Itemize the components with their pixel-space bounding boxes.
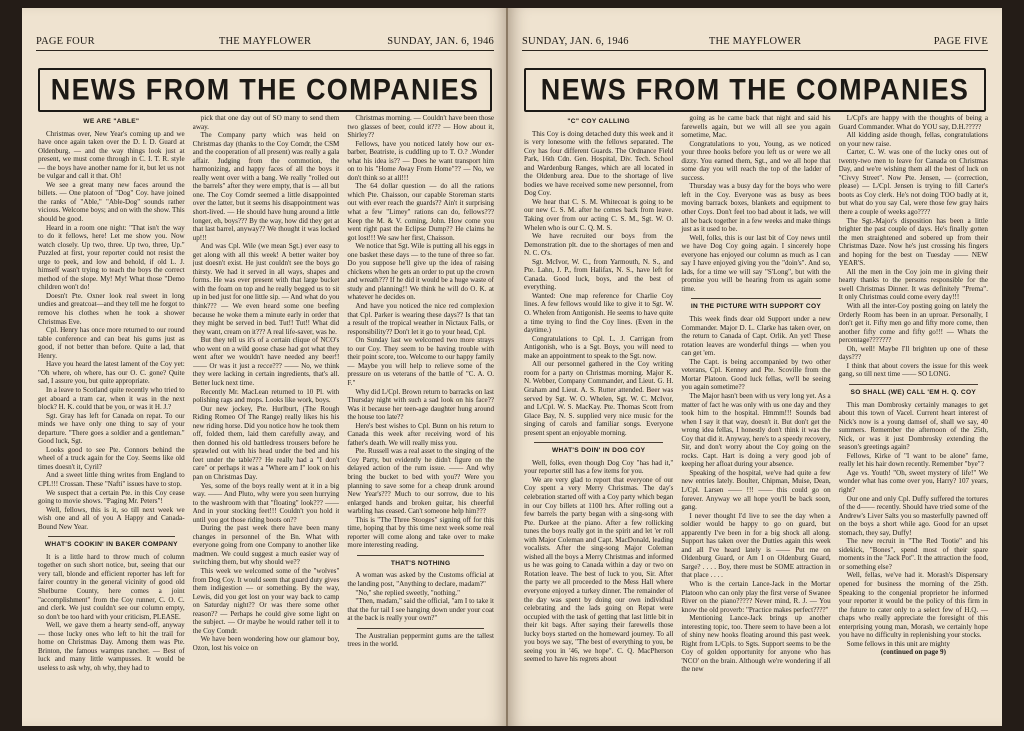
paragraph: We have recruited our boys from the Demonstration plt. due to the shortages of men and N. C. O's.: [524, 232, 674, 258]
divider: [357, 555, 484, 556]
paragraph: pick that one day out of SO many to send them away.: [192, 114, 340, 131]
paragraph: Cpl. Henry has once more returned to our round table conference and can beat his gums just as good, if not better than before. Quite a lad, that Henry.: [38, 326, 185, 360]
column-2: [193, 114, 340, 712]
paragraph: Yes, some of the boys really went at it in a big way. —— And Pluto, why were you seen hurrying to the washroom with that "floating" look??? —— And in your stocking feet!!! Couldn't you hold it until you got those riding boots on??: [192, 481, 340, 524]
article-heading: WHAT'S COOKIN' IN BAKER COMPANY: [44, 541, 178, 549]
paragraph: Congratulations to Cpl. L. J. Carrigan from Antigonish, who is a Sgt. Boys, you will need to make an appointment to speak to the Sgt. now.: [524, 334, 674, 360]
article-heading: WE ARE "ABLE": [83, 118, 140, 125]
paragraph: The Australian peppermint gums are the tallest trees in the world.: [347, 631, 495, 649]
paragraph: Fellows, Kirke of "I want to be alone" fame, really let his hair down recently. Remember "bye"?: [838, 451, 988, 469]
paragraph: going as he came back that night and said his farewells again, but we will all see you again sometime, Mac.: [681, 114, 831, 140]
paragraph: In a leave to Scotland quite recently who tried to get aboard a tram car, when it was in the next block? H. K. could that be you, or was it H. J.?: [38, 385, 185, 412]
section-title: NEWS FROM THE COMPANIES: [50, 73, 480, 106]
column-1: [38, 114, 185, 712]
continuation-note: (continued on page 9): [880, 648, 946, 657]
paragraph: Mentioning Lance-Jack brings up another interesting topic, too. There seem to have been a lot of shiny new hooks floating around this past week. Right from L/Cpls. to Sgts. Support seems to be the Coy of golden opportunity for anyone who has 'NCO' on the brain. Although we're wondering if all the new: [681, 614, 831, 674]
running-header: [522, 36, 988, 51]
paragraph: Well, fellas, we've had it. Morash's Dispensary opened for business the morning of the 25th. Speaking to the congenial proprietor he informed your reporter it would be the policy of this firm in the future to cater only to a select few of H.Q. — chaps who really appreciate the foresight of this enterprising young man, Morash, we certainly hope you have no difficulty in replenishing your stocks.: [838, 571, 988, 640]
paragraph: Some fellows in this unit are mighty: [846, 639, 950, 648]
paragraph: The Sgt.-Major's disposition has been a little brighter the past couple of days. He's finally gotten the men straightened and sobered up from their Christmas Daze. Now he's just crossing his fingers and hoping for the best on Tuesday —— NEW YEAR'S.: [838, 216, 988, 268]
paragraph: With all the inter-Coy posting going on lately the Orderly Room has been in an uproar. Personally, I don't get it. Fifty men go and fifty more come, then another fifty come and fifty go!!! — Whats the percentage???????: [838, 302, 988, 345]
paragraph: Our new jockey, Pte. Hurlburt, (The Rough Riding Romeo Of The Range) really likes his his new riding horse. Did you notice how he took them off, folded them, laid them carefully away, and then donned his old battledress trousers before he sprawled out with his head under the bed and his feet under the table??? He really had a "I don't care" or perhaps it was a "Where am I" look on his pan on Christmas Day.: [192, 404, 340, 481]
paragraph: Doesn't Pte. Oxner look real sweet in long undies and greatcoat—and they tell me he forgot to remove his clothes when he took a shower Christmas Eve.: [38, 291, 185, 326]
article-heading: SO SHALL (WE) CALL 'EM H. Q. COY: [850, 388, 977, 396]
page-label: PAGE FIVE: [933, 36, 988, 47]
running-header: [36, 36, 494, 51]
paragraph: Christmas morning. — Couldn't have been those two glasses of beer, could it??? — How about it, Shirley??: [347, 114, 495, 140]
column-2: [681, 114, 830, 712]
paragraph: Our one and only Cpl. Duffy suffered the tortures of the d—— recently. Should have tried some of the Andrew's Liver Salts you so masterfully pawned off on the boys a short while ago. Good for an upset stomach, they say, Duffy!: [838, 494, 988, 537]
page-five: [508, 8, 1002, 726]
paragraph: Well, folks, even though Dog Coy "has had it," your reporter still has a few items for you.: [524, 458, 674, 476]
paragraph: "No," she replied sweetly, "nothing.": [355, 588, 461, 597]
paragraph: L/Cpl's are happy with the thoughts of being a Guard Commander. What do YOU say, D.H.?????: [838, 114, 988, 131]
divider: [691, 298, 820, 299]
paragraph: All kidding aside though, fellas, congratulations on your new raise.: [838, 131, 988, 148]
article-heading: "C" COY CALLING: [567, 118, 630, 125]
paragraph: Sgt. McIvor, W. C., from Yarmouth, N. S., and Pte. Lahn, J. P., from Halifax, N. S., have left for Canada. Good luck, boys, and the best of everything.: [524, 257, 674, 292]
paragraph: Fellows, have you noticed lately how our ex-barber, Beatriste, is cuddling up to T. O.? .Wonder what his idea is?? — Does he want transport him on to his "Home Away From Home"?? — No, we don't think so at all!!!: [347, 139, 495, 182]
paragraph: Why did L/Cpl. Brown return to barracks on last Thursday night with such a sad look on his face?? Was it because her teen-age daughter hung around the house too late??: [347, 387, 495, 422]
paragraph: Christmas over, New Year's coming up and we have once again taken over the D. I. D. Guard at Oldenburg, — and the way things look just at present, we must come through in C. I. T. R. style— the boys have another name for it, but let us not be vulgar and call it that. Oh!: [38, 129, 185, 181]
paragraph: We see a great many new faces around the billets. — One platoon of "Dog" Coy. have joined the ranks of "Able," "Able-Dog" sounds rather vicious. Welcome boys; and on with the show. This should be good.: [38, 180, 185, 224]
article-heading: THAT'S NOTHING: [390, 559, 451, 567]
paragraph: The new recruit in "The Red Tootie" and his sidekick, "Bones", spend most of their spare moments in the "Jack Pot". It the attraction the food, or something else?: [838, 537, 988, 571]
section-banner: [524, 68, 986, 112]
paragraph: On Sunday last we welcomed two more strays to our Coy. They seem to be having trouble with their point score, too. Welcome to our happy family — Maybe you will help to relieve some of the pressure on us veterans of the battle of "C. A. O. F.": [347, 336, 495, 387]
column-1: [524, 114, 673, 712]
paragraph: Well, we gave them a hearty send-off, anyway — those lucky ones who left to hit the trail for home on Christmas Day. Among them was Pte. Brinton, the famous wampus rancher. — Best of luck and many little wampusses. It would be useless to ask why, oh why, they had to: [38, 621, 185, 672]
paragraph: Age vs. Youth! "Oh, sweet mystery of life!" We wonder what has come over you, Harry? 107 years, right?: [838, 468, 988, 494]
paragraph: I never thought I'd live to see the day when a soldier would be happy to go on guard, but apparently I've been in for a big shock all along. Support has taken over the Dutties again this week and all I've heard lately is —— Put me on Oldenburg Guard, or Am I on Oldenburg Guard, Sarge? . . . . Boy, there must be SOME attraction in that place . . . .: [681, 511, 831, 580]
paragraph: Well, fellows, this is it, so till next week we wish one and all of you A Happy and Canada-Bound New Year.: [38, 505, 185, 531]
divider: [849, 384, 978, 385]
divider: [534, 442, 663, 443]
paragraph: Carter, C. W. was one of the lucky ones out of twenty-two men to leave for Canada on Christmas Day, and we're wishing them all the best of luck on "Civvy Street". Now Pte. Jensen, — (correction, please) — L/Cpl. Jensen is trying to fill Carter's boots as Coy clerk. He's not doing TOO badly at it, but what do you say Cal, were those few gray hairs there a couple of weeks ago????: [838, 148, 988, 217]
page-four: [22, 8, 508, 726]
issue-date: SUNDAY, JAN. 6, 1946: [387, 36, 494, 47]
column-3: [347, 114, 494, 712]
paragraph: All the men in the Coy join me in giving their hearty thanks to the persons responsible for the swell Christmas Dinner. It was definitely "Prema". It only Christmas could come every day!!!: [838, 267, 988, 302]
paragraph: We hear that C. S. M. Whitecoat is going to be our new C. S. M. after he comes back from leave. Taking over from our acting C. S. M., Sgt. W. O. Whelen who is our C. Q. M. S.: [524, 197, 674, 232]
paragraph: All our personnel gathered in the Coy writing room for a party on Christmas morning. Major K. N. Webber, Company Commander, and Lieut. G. H. Graham and Lieut. A. S. Rutter attended. Beer was served by Sgt. W. O. Whelen, Sgt. W. C. McIvor, and L/Cpl. W. S. MacKay. Pte. Thomas Scott from Glace Bay, N. S. supplied very nice music for the singing of carols and familiar songs. Everyone present spent an enjoyable morning.: [524, 360, 674, 437]
article-heading: WHAT'S DOIN' IN DOG COY: [551, 447, 646, 455]
issue-date: SUNDAY, JAN. 6, 1946: [522, 36, 629, 47]
paragraph: Looks good to see Pte. Connors behind the wheel of a truck again for the Coy. Seems like old times doesn't it, Cyril?: [38, 445, 185, 471]
paragraph: Who is the certain Lance-Jack in the Mortar Platoon who can only play the first verse of Swanee River on the piano????? Never mind, R. J. — You know the old proverb: "Practice makes perfect????": [681, 579, 831, 614]
divider: [357, 628, 484, 629]
paragraph: This week finds dear old Support under a new Commander. Major D. L. Clarke has taken over, on the return to Canada of Capt. Orlik. An yet! These rotation leaves are wonderful things — when you can get 'em.: [681, 315, 831, 358]
paragraph: We suspect that a certain Pte. in this Coy cease going to movie shows. "Paging Mr. Peters"!: [38, 488, 185, 506]
paragraph: And a sweet little thing writes from England to CPL!!! Crossan. These "Nafti" issues have to stop.: [38, 471, 185, 488]
paragraph: This man Dombrosky certainly manages to get about this town of Vacel. Current heart interest of Nick's now is a young damsel of, shall we say, 40 summers. Remember the afternoon of the 25th, Nick, or was it just Dombrosky extending the season's greetings again?: [838, 400, 988, 452]
paragraph: Here's best wishes to Cpl. Bunn on his return to Canada this week after receiving word of his father's death. We will really miss you.: [347, 421, 495, 447]
paragraph: Heard in a room one night: "That isn't the way to do it fellows, here! Let me show you. Now watch closely. Up two, three. Up two, three, Up." Puzzled at first, your reporter could not resist the urge to peek, and low and behold, if old L. J. himself wasn't trying to teach the boys the correct method of the slope. My! My! What those "Demo children won't do!: [38, 223, 185, 292]
paragraph: We are very glad to report that everyone of our Coy spent a very Merry Christmas. The day's celebration started off with a Coy party which began in our Coy billets at 1100 hrs. After rolling out a few barrels the party began with a sing-song with Pte. Durkee at the piano. After a few rollicking tunes the boys really got in the spirit and let 'er roll with Major Coleman and Capt. MacDonald, leading vocalists. After the sing-song Major Coleman wished all the boys a Merry Christmas and informed us he was going to Canada within a day or two on Rotation leave. The best of luck to you, Sir. After the party we all proceeded to the Mess Hall where everyone enjoyed a turkey dinner. The remainder of the day was spent by doing our own individual celebrating and the lads going on Repat were occupied with the task of getting that last little bit in their kit bags. After saying their farewells those lucky boys started on the homeward journey. To all you boys we say, "The best of everything to you, be seeing you in '46, we hope". C. Q. MacPherson seemed to have his regrets about: [524, 475, 674, 664]
paragraph: Speaking of the hospital, we've had quite a few new entries lately. Boulter, Chipman, Muise, Dean, L/Cpl. Larsen —— !!! —— this could go on forever. Anyway we all hope you'll be back soon, gang.: [681, 468, 831, 512]
paragraph: Have you heard the latest lament of the Coy yet: "Oh where, oh where, has our O. C. gone? Quite sad, I assure you, but quite appropriate.: [38, 360, 185, 386]
paragraph: I think that about covers the issue for this week gang, so till next time —— SO LONG.: [838, 361, 988, 379]
paragraph: We notice that Sgt. Wile is putting all his eggs in one basket these days — to the tune of three so far. Do you suppose he'll give up the idea of raising chickens when he gets an order to put up the crown and wreath??? If he did it would be a huge waste of study and planning!! We think he will do O. K. at whatever he decides on.: [347, 242, 495, 302]
page-label: PAGE FOUR: [36, 36, 95, 47]
paragraph: Well, folks, this is our last bit of Coy news until we have Dog Coy going again. I sincerely hope everyone has enjoyed our column as much as I can say I have enjoyed giving you the "doin's". And so, lads, for a time we will say "S'Long", but with the promise you will be hearing from us again some time.: [681, 233, 831, 293]
article-heading: IN THE PICTURE WITH SUPPORT COY: [690, 303, 822, 311]
paragraph: It is a little hard to throw much of column together on such short notice, but, seeing that our very tall, blonde and efficient reporter has left for fairer country in the general vicinity of good old Shelburne County, here comes a joint "accomplishment" from the Coy runner, C. O. C. and clerk. We just couldn't see our column empty, so don't be too hard with your criticism, PLEASE.: [38, 552, 185, 621]
paragraph: During the past week there have been many changes in personnel of the Bn. What with everyone going from one Company to another like madmen. We could suggest a much easier way of switching them, but why should we??: [192, 524, 340, 567]
masthead: THE MAYFLOWER: [218, 36, 312, 47]
paragraph: The Company party which was held on Christmas day (thanks to the Coy Comdr, the CSM and the cooperation of all present) was really a gala affair. Judging from the commotion, the harmonizing, and happy faces of all the boys it really went over with a bang. We really "rolled out the barrels" after they were empty, that is — all but one. The Coy Comdr seemed a little disappointed over the latter, but it seems his disappointment was short-lived. — He should have hung around a little longer, eh, boys??? By the way, how did they get at that last barrel, anyway?? We thought it was locked up!!!: [192, 131, 340, 242]
paragraph: A woman was asked by the Customs official at the landing post, "Anything to declare, madam?": [347, 571, 495, 588]
paragraph: And have you noticed the nice red complexion that Cpl. Parker is wearing these days?? Is that tan a result of the tropical weather in Nictaux Falls, or responsibility?? Don't let it go to your head, Cpl.: [347, 302, 495, 336]
section-title: NEWS FROM THE COMPANIES: [540, 73, 970, 106]
paragraph: This Coy is doing detached duty this week and it is very lonesome with the fellows separated. The Coy has four different Guards. The Ordnance Field Park, 16th Cdn. Gen. Hospital, Div. Tech. School and Wardenburg Ranges, which are all located in the Oldenburg area. Due to the shortage of live bodies we have received some new personnel, from Dog Coy.: [524, 129, 674, 198]
paragraph: Pte. Russell was a real asset to the singing of the Coy Party, but evidently he didn't figure on the delayed action of the rum issue. —— And why bring the bucket to bed with you?? Were you planning to save some for a cheap drunk around New Year's??? Much to our sorrow, due to his enlarged hands and broken guitar, his cheerful warbling has ceased. Can't someone help him???: [347, 447, 495, 516]
paragraph: Oh, well! Maybe I'll brighten up one of these days???: [838, 344, 988, 362]
paragraph: Wanted: One map reference for Charlie Coy lines. A few fellows would like to give it to Sgt. W. O. Whelen from Antigonish. He seems to have quite a time trying to find the Coy lines. (Even in the daytime.): [524, 291, 674, 335]
paragraph: This is "The Three Stooges" signing off for this time, hoping that by this time next week some real reporter will come along and take over to make more interesting reading.: [347, 515, 495, 550]
columns: [38, 114, 494, 712]
paragraph: Congratulations to you, Young, as we noticed your three hooks before you left us or were we all dizzy. You earned them, Sgt., and we all hope that some day you will reach the top of the ladder of success.: [681, 139, 831, 182]
paragraph: This week we welcomed some of the "wolves" from Dog Coy. It would seem that guard duty gives them indigestion — or something. By the way, Lewis, did you get lost on your way back to camp on Saturday night?? Or was there some other reason?? — Perhaps he could give some light on the subject. — Or maybe he would rather tell it to the Coy Comdr.: [192, 566, 340, 635]
paragraph: Recently Mr. MacLean returned to 10 Pl. with polishing rags and mops. Looks like work, boys.: [192, 387, 340, 405]
masthead: THE MAYFLOWER: [708, 36, 802, 47]
paragraph: Sgt. Gray has left for Canada on repat. To our minds we have only one thing to say of your departure. "There goes a soldier and a gentleman." Good luck, Sgt.: [38, 411, 185, 446]
paragraph: But they tell us it's of a certain clique of NCO's who went on a wild goose chase had got what they went after we wouldn't have needed any beer!! —— Or was it just a recce??? —— No, we think they were lacking in certain ingredients, that's all. Better luck next time.: [192, 336, 340, 387]
paragraph: The Major hasn't been with us very long yet. As a matter of fact he was only with us one day and they took him to the hospital. Hmmm!!! Sounds bad when I say it that way, doesn't it. But don't get the wrong idea fellas, I honestly don't think it was the Coy that did it. Anyway, here's to a speedy recovery, Sir, and don't worry about the Coy going on the rocks. Capt. Hart is doing a very good job of keeping her afloat during your absence.: [681, 391, 831, 469]
columns: [524, 114, 988, 712]
paragraph: "Then, madam," said the official, "am I to take it that the fur tail I see hanging down under your coat at the back is really your own?": [347, 597, 495, 623]
paragraph: The 64 dollar question — do all the rations which Pte. Chaisson, our capable Storeman starts out with ever reach the guards?? Ain't it surprising what a few "Limey" rations can do, fellows??? Keep the M. & V. coming, John. How come you went right past the Eclipse Dump?? He claims he got lost!!! We saw her first, Chaisson.: [347, 182, 495, 242]
section-banner: [38, 68, 492, 112]
paragraph: The Capt. is being accompanied by two other veterans, Cpl. Kenney and Pte. Scoville from the Mortar Platoon. Good luck fellas, we'll be seeing you again sometime??: [681, 357, 831, 392]
paragraph: And was Cpl. Wile (we mean Sgt.) ever easy to get along with all this week! A better waiter boy just doesn't exist. He just couldn't see the boys go thirsty. We had it served in all ways, shapes and forms. He was ever present with that large bucket with the foam on top and he really begged us to sit up in bed just for one little sip. — And what do you think??? — We even heard some one beefing because he woke them a minute early in order that they might be served in bed. Tut!! Tut!! What did they want, cream on it??? A real life-saver, was he.: [192, 242, 340, 336]
paragraph: We have been wondering how our glamour boy, Ozon, lost his voice on: [192, 635, 340, 652]
column-3: [839, 114, 988, 712]
paragraph: Thursday was a busy day for the boys who were left in the Coy. Everyone was as busy as bees moving barrack boxes, blankets and equipment to other Coys. Don't feel too bad about it lads, we will all be back together in a few weeks and make things just as it used to be.: [681, 182, 831, 234]
divider: [48, 536, 175, 537]
